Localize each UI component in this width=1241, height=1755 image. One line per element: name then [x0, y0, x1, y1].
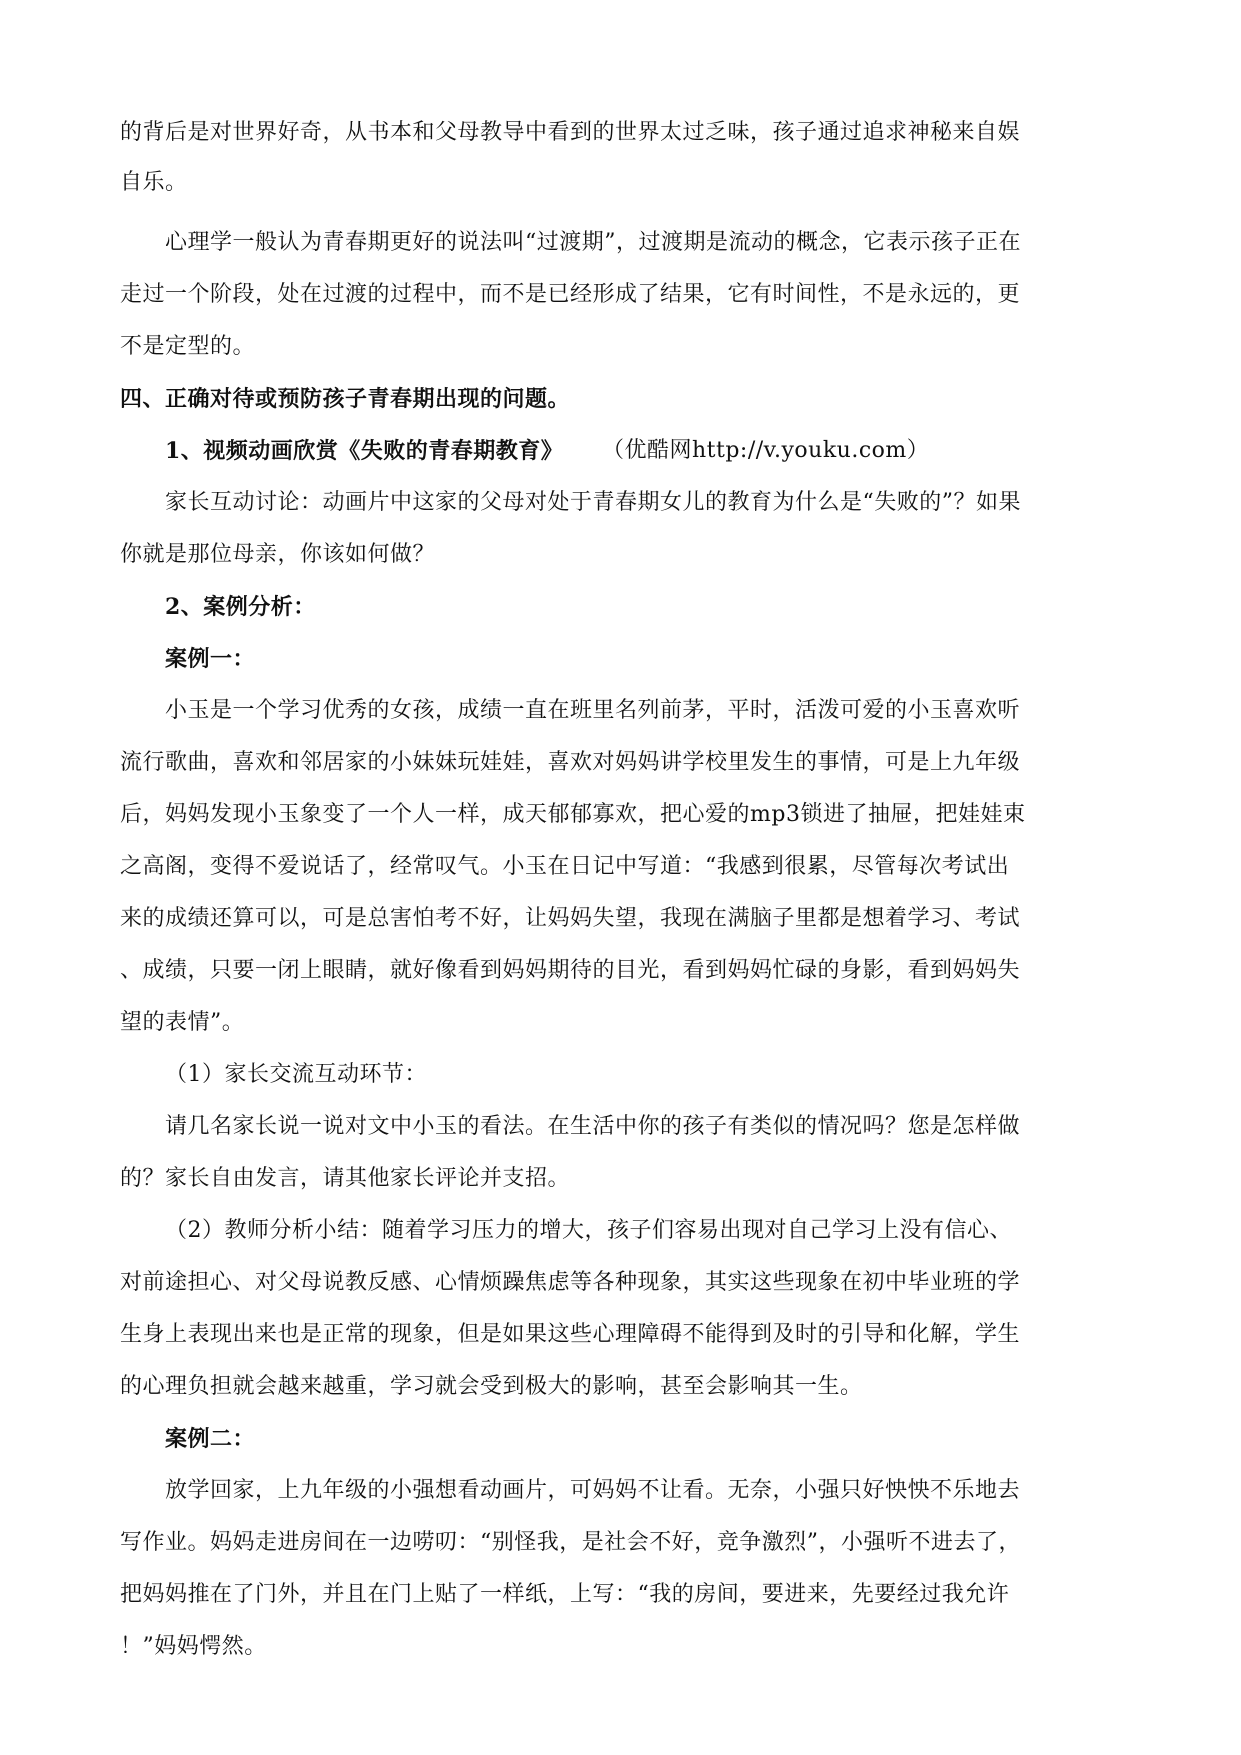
source-note: （优酷网http://v.youku.com）	[602, 438, 930, 463]
paragraph-line: 请几名家长说一说对文中小玉的看法。在生活中你的孩子有类似的情况吗？您是怎样做	[165, 1114, 1021, 1139]
paragraph-line: 自乐。	[120, 170, 188, 195]
paragraph-line: 流行歌曲，喜欢和邻居家的小妹妹玩娃娃，喜欢对妈妈讲学校里发生的事情，可是上九年级	[120, 750, 1021, 775]
paragraph-line: （2）教师分析小结：随着学习压力的增大，孩子们容易出现对自己学习上没有信心、	[165, 1218, 1012, 1243]
paragraph-line: 后，妈妈发现小玉象变了一个人一样，成天郁郁寡欢，把心爱的mp3锁进了抽屉，把娃娃束	[120, 802, 1026, 827]
paragraph-line: 走过一个阶段，处在过渡的过程中，而不是已经形成了结果，它有时间性，不是永远的，更	[120, 282, 1021, 307]
paragraph-line: 来的成绩还算可以，可是总害怕考不好，让妈妈失望，我现在满脑子里都是想着学习、考试	[120, 906, 1021, 931]
paragraph-line: 放学回家，上九年级的小强想看动画片，可妈妈不让看。无奈，小强只好怏怏不乐地去	[165, 1478, 1021, 1503]
paragraph-line: 、成绩，只要一闭上眼睛，就好像看到妈妈期待的目光，看到妈妈忙碌的身影，看到妈妈失	[120, 958, 1021, 983]
paragraph-line: 小玉是一个学习优秀的女孩，成绩一直在班里名列前茅，平时，活泼可爱的小玉喜欢听	[165, 698, 1021, 723]
section-heading: 四、正确对待或预防孩子青春期出现的问题。	[120, 386, 571, 412]
paragraph-line: 的背后是对世界好奇，从书本和父母教导中看到的世界太过乏味，孩子通过追求神秘来自娱	[120, 120, 1021, 145]
paragraph-line: 对前途担心、对父母说教反感、心情烦躁焦虑等各种现象，其实这些现象在初中毕业班的学	[120, 1270, 1021, 1295]
case-heading: 案例一：	[165, 646, 256, 672]
paragraph-line: 不是定型的。	[120, 334, 256, 359]
paragraph-line: 的心理负担就会越来越重，学习就会受到极大的影响，甚至会影响其一生。	[120, 1374, 863, 1399]
paragraph-line: 的？家长自由发言，请其他家长评论并支招。	[120, 1166, 571, 1191]
paragraph-line: 把妈妈推在了门外，并且在门上贴了一样纸，上写：“我的房间，要进来，先要经过我允许	[120, 1582, 1010, 1607]
paragraph-line: 之高阁，变得不爱说话了，经常叹气。小玉在日记中写道：“我感到很累，尽管每次考试出	[120, 854, 1010, 879]
paragraph-line: ！”妈妈愕然。	[120, 1634, 267, 1659]
subsection-heading: （1）家长交流互动环节：	[165, 1062, 427, 1087]
paragraph-line: 写作业。妈妈走进房间在一边唠叨：“别怪我，是社会不好，竞争激烈”，小强听不进去了，	[120, 1530, 1021, 1555]
paragraph-line: 你就是那位母亲，你该如何做？	[120, 542, 436, 567]
paragraph-line: 家长互动讨论：动画片中这家的父母对处于青春期女儿的教育为什么是“失败的”？如果	[165, 490, 1021, 515]
subsection-heading: 2、案例分析：	[165, 594, 316, 620]
case-heading: 案例二：	[165, 1426, 256, 1452]
paragraph-line: 生身上表现出来也是正常的现象，但是如果这些心理障碍不能得到及时的引导和化解，学生	[120, 1322, 1021, 1347]
paragraph-line: 心理学一般认为青春期更好的说法叫“过渡期”，过渡期是流动的概念，它表示孩子正在	[165, 230, 1021, 255]
paragraph-line: 望的表情”。	[120, 1010, 245, 1035]
subsection-heading: 1、视频动画欣赏《失败的青春期教育》	[165, 438, 564, 464]
